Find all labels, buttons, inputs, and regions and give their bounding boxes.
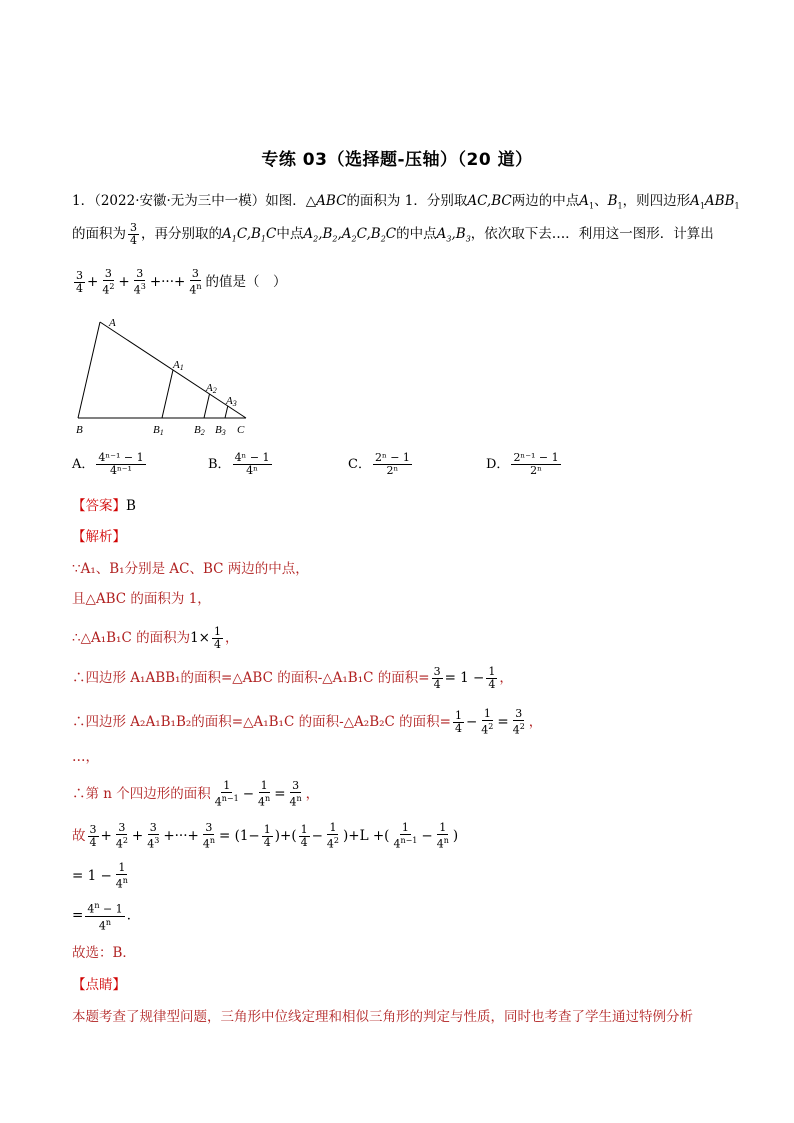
side-ab [78,322,100,418]
answer-value: B [126,498,136,514]
q-text: 的中点 [396,226,437,242]
q-math: $A_1C,B_1C$ [222,226,277,244]
fraction: $\frac{3}{4}$ [76,268,83,295]
question-line-1 [72,192,740,216]
label-b3: B3 [215,424,226,437]
option-a[interactable]: A． $\frac{\text{4ⁿ⁻¹ − 1}}{\text{4ⁿ⁻¹}}$ [72,451,144,477]
q-quad: ABB [704,193,735,209]
question-line-3: $\frac{3}{4}$ + $\frac{3}{4^2}$ + $\frac{3}{4^3}$ +···+ $\frac{3}{4^n}$ 的值是（ ） [76,267,287,297]
q-text: ，依次取下去…．利用这一图形．计算出 [470,226,714,242]
analysis-line-5: ∴四边形 A₂A₁B₁B₂的面积=△A₁B₁C 的面积-△A₂B₂C 的面积= $\frac{1}{4}$ − $\frac{1}{4^2}$ = $\frac{3}{4^2}$ ， [72,707,543,737]
comment-header: 【点睛】 [72,977,126,993]
q-sub: 1 [617,201,623,211]
segment-a2b2 [204,394,210,418]
q-text: 两边的中点 [511,193,580,209]
q-text: 的面积为 [72,226,126,242]
q-text: 、 [594,193,608,209]
q-text: 的面积为 1．分别取 [346,193,468,209]
answer-line [72,497,136,515]
analysis-line-11: 故选：B． [72,945,136,961]
analysis-header: 【解析】 [72,529,126,545]
analysis-line-1: ∵A₁、B₁分别是 AC、BC 两边的中点， [72,561,309,577]
q-sub: 1 [699,201,705,211]
q-point: B [607,193,618,209]
option-d[interactable]: D． $\frac{\text{2ⁿ⁻¹ − 1}}{\text{2ⁿ}}$ [486,451,559,477]
triangle-figure [70,310,260,440]
question-number: 1． [72,193,95,209]
analysis-line-9: = 1 − $\frac{1}{4^n}$ [72,861,128,891]
analysis-line-7: ∴第 n 个四边形的面积 $\frac{1}{4^{n-1}}$ − $\frac{1}{4^n}$ = $\frac{3}{4^n}$ ， [72,779,320,809]
analysis-line-6: …， [72,749,99,765]
fraction: $\frac{3}{4^2}$ [102,267,115,297]
q-text: ，再分别取的 [141,226,222,242]
q-math: $A_3,B_3$ [436,226,471,244]
comment-text: 本题考查了规律型问题，三角形中位线定理和相似三角形的判定与性质，同时也考查了学生通过特例分析 [72,1009,693,1025]
analysis-line-3: ∴△A₁B₁C 的面积为1× $\frac{1}{4}$ ， [72,625,239,651]
q-point: A [579,193,589,209]
q-text: ，则四边形 [622,193,691,209]
segment-a1b1 [162,370,173,418]
q-text: 如图． [265,193,306,209]
analysis-line-4: ∴四边形 A₁ABB₁的面积=△ABC 的面积-△A₁B₁C 的面积= $\frac{3}{4}$ = 1 − $\frac{1}{4}$ ， [72,665,513,691]
q-sides: AC,BC [467,193,512,209]
label-a: A [109,317,116,329]
fraction: $\frac{3}{4^3}$ [133,267,146,297]
question-source: （2022·安徽·无为三中一模） [94,193,266,209]
q-text: 中点 [276,226,304,242]
page-title: 专练 03（选择题-压轴）（20 道） [261,150,533,170]
q-math: $A_2,B_2,A_2C,B_2C$ [303,226,397,244]
q-triangle: △ABC [305,193,347,209]
label-b: B [76,424,83,436]
q-text: 的值是（ ） [205,273,287,290]
analysis-line-2: 且△ABC 的面积为 1， [72,591,211,607]
fraction: $\frac{3}{4}$ [130,221,137,247]
label-b2: B2 [194,424,205,437]
label-a1: A1 [173,359,184,372]
label-a2: A2 [206,382,217,395]
label-a3: A3 [226,395,237,408]
option-c[interactable]: C． $\frac{\text{2ⁿ − 1}}{\text{2ⁿ}}$ [348,451,410,477]
analysis-line-8: 故 $\frac{3}{4}$ + $\frac{3}{4^2}$ + $\frac{3}{4^3}$ +···+ $\frac{3}{4^n}$ = (1− $\frac{1}{4}$ )+( $\frac{1}{4}$ − $\frac{1}{4^2}$ )+L +( $\frac{1}{4^{n-1}}$ − $\frac{1}{4^n}$ ) [72,821,459,851]
segment-a3b3 [225,406,228,418]
analysis-line-10: = $\frac{4^n - 1}{4^n}$ ． [72,901,141,933]
label-b1: B1 [153,424,164,437]
q-sub: 1 [588,201,595,211]
question-line-2 [72,222,714,249]
q-quad: A [690,193,700,209]
q-sub: 1 [734,201,740,211]
label-c: C [237,424,245,436]
fraction: $\frac{3}{4^n}$ [189,267,202,297]
option-b[interactable]: B． $\frac{\text{4ⁿ − 1}}{\text{4ⁿ}}$ [208,451,270,477]
answer-header: 【答案】 [72,498,126,514]
